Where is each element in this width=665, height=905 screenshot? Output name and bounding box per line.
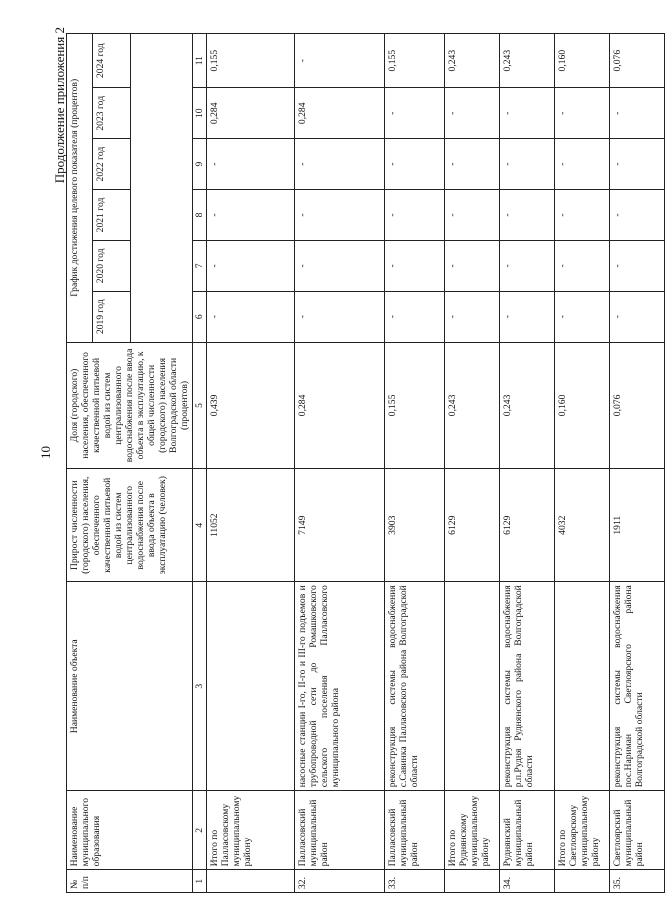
header-year-2020: 2020 год xyxy=(93,240,131,291)
header-num: № п/п xyxy=(67,870,193,893)
header-year-2024: 2024 год xyxy=(93,34,131,88)
table-row: Итого по Светлоярскому муниципальному району 4032 0,160 - - - - - 0,160 xyxy=(555,34,610,893)
header-schedule: График достижения целевого показателя (процентов) xyxy=(67,34,93,343)
col-number: 6 xyxy=(193,291,207,342)
header-year-2019: 2019 год xyxy=(93,291,131,342)
col-number: 3 xyxy=(193,582,207,791)
header-year-2023: 2023 год xyxy=(93,88,131,139)
continuation-label: Продолжение приложения 2 xyxy=(52,27,67,184)
header-municipality: Наименование муниципального образования xyxy=(67,791,193,870)
header-year-2022: 2022 год xyxy=(93,139,131,190)
page-number: 10 xyxy=(38,446,53,459)
table-row: 35. Светлоярский муниципальный район реконструкция системы водоснабжения пос.Нариман Светлоярского района Волгоградской области 1911 0,076 - - - - - 0,076 xyxy=(610,34,665,893)
table-row: 33. Палласовский муниципальный район реконструкция системы водоснабжения с.Савинка Палласовского района Волгоградской области 3903 0,155 - - - - - 0,155 xyxy=(385,34,445,893)
header-object: Наименование объекта xyxy=(67,582,193,791)
col-number: 10 xyxy=(193,88,207,139)
col-number: 2 xyxy=(193,791,207,870)
data-table xyxy=(66,33,665,893)
col-number: 7 xyxy=(193,240,207,291)
col-number: 5 xyxy=(193,342,207,469)
header-year-2021: 2021 год xyxy=(93,190,131,241)
col-number: 1 xyxy=(193,870,207,893)
col-number: 4 xyxy=(193,469,207,582)
table-row: Итого по Руднянскому муниципальному району 6129 0,243 - - - - - 0,243 xyxy=(445,34,500,893)
header-share: Доля (городского) населения, обеспеченного качественной питьевой водой из систем централизованного водоснабжения после ввода объекта в эксплуатацию, к общей численности (городского) населения Волгоградской области (процентов) xyxy=(67,342,193,469)
table-body xyxy=(207,34,665,893)
header-spacer xyxy=(130,34,193,343)
table-row: 34. Руднянский муниципальный район реконструкция системы водоснабжения р.п.Рудня Руднянского района Волгоградской области 6129 0,243 - - - - - 0,243 xyxy=(500,34,555,893)
header-growth: Прирост численности (городского) населения, обеспеченного качественной питьевой водой из систем централизованного водоснабжения после ввода объекта в эксплуатацию (человек) xyxy=(67,469,193,582)
table-row: Итого по Палласовскому муниципальному району 11052 0,439 - - - - 0,284 0,155 xyxy=(207,34,295,893)
col-number: 9 xyxy=(193,139,207,190)
table-row: 32. Палласовский муниципальный район насосные станции I-го, II-го и III-го подъемов и трубопроводной сети до Ромашковского сельского поселения Палласовского муниципального района 7149 0,284 - - - - 0,284 - xyxy=(295,34,385,893)
col-number: 11 xyxy=(193,34,207,88)
col-number: 8 xyxy=(193,190,207,241)
